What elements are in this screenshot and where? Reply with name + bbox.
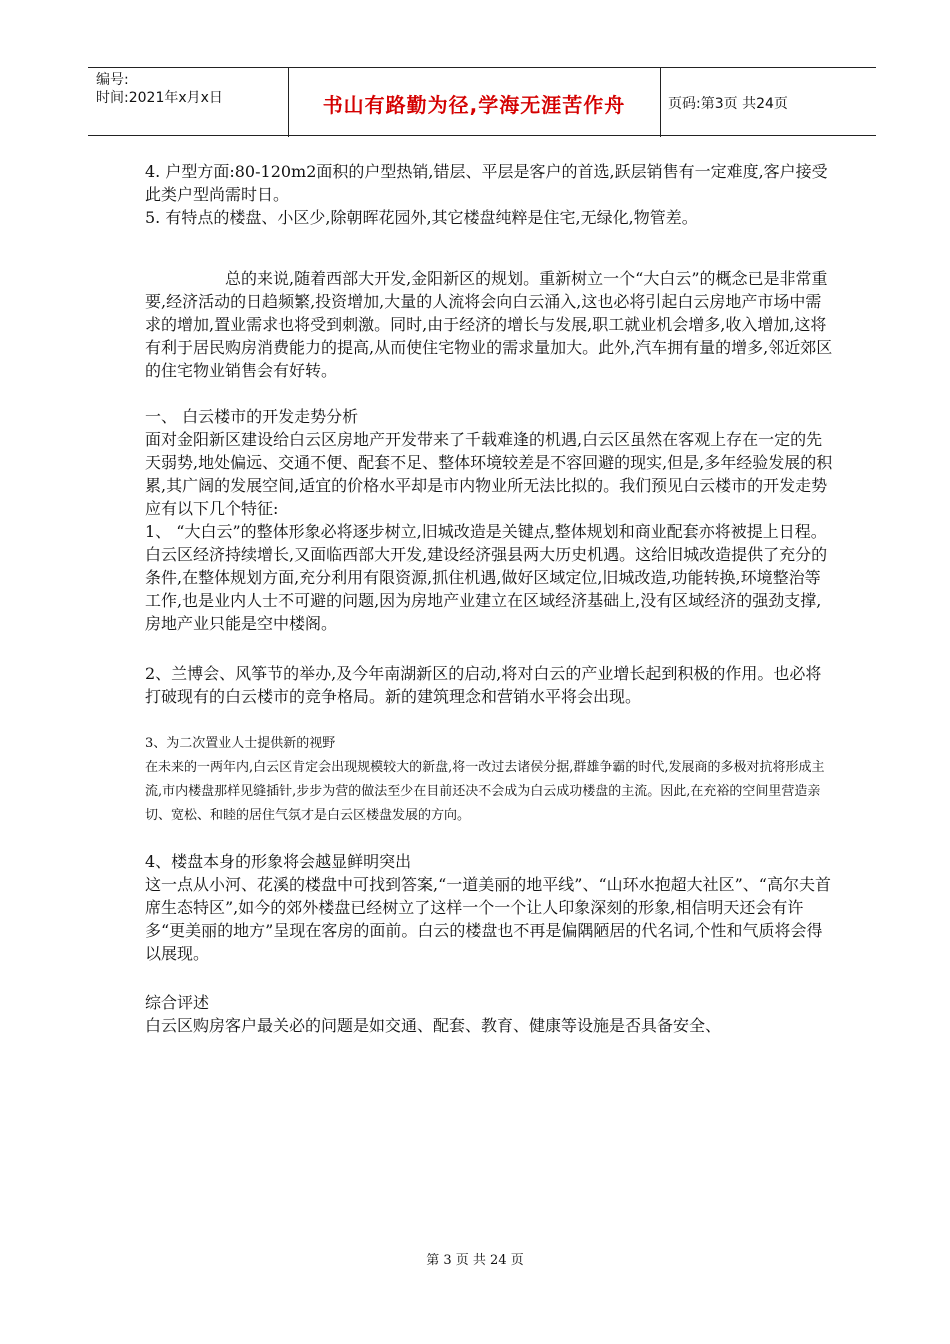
trend-1-body: 白云区经济持续增长,又面临西部大开发,建设经济强县两大历史机遇。这给旧城改造提供了充分的条件,在整体规划方面,充分利用有限资源,抓住机遇,做好区域定位,旧城改造,功能转换,环境整治等工作,也是业内人士不可避的问题,因为房地产业建立在区域经济基础上,没有区域经济的强劲支撑,房地产业只能是空中楼阁。	[145, 545, 828, 633]
page-footer: 第 3 页 共 24 页	[426, 1253, 524, 1268]
review-heading: 综合评述	[145, 993, 210, 1012]
header-meta	[96, 71, 223, 107]
header-motto: 书山有路勤为径,学海无涯苦作舟	[322, 93, 626, 117]
trend-4-heading: 4、楼盘本身的形象将会越显鲜明突出	[145, 852, 412, 871]
document-body	[145, 160, 835, 1037]
document-time: 时间:2021年x月x日	[96, 90, 223, 106]
trend-2: 2、兰博会、风筝节的举办,及今年南湖新区的启动,将对白云的产业增长起到积极的作用。也必将打破现有的白云楼市的竞争格局。新的建筑理念和营销水平将会出现。	[145, 664, 822, 706]
section-intro: 面对金阳新区建设给白云区房地产开发带来了千载难逢的机遇,白云区虽然在客观上存在一定的先天弱势,地处偏远、交通不便、配套不足、整体环境较差是不容回避的现实,但是,多年经验发展的积累,其广阔的发展空间,适宜的价格水平却是市内物业所无法比拟的。我们预见白云楼市的开发走势应有以下几个特征:	[145, 430, 833, 518]
header-bottom-rule	[88, 135, 876, 136]
header-divider-right	[660, 67, 661, 137]
trend-4-body: 这一点从小河、花溪的楼盘中可找到答案,“一道美丽的地平线”、“山环水抱超大社区”、“高尔夫首席生态特区”,如今的郊外楼盘已经树立了这样一个一个让人印象深刻的形象,相信明天还会有许多“更美丽的地方”呈现在客房的面前。白云的楼盘也不再是偏隅陋居的代名词,个性和气质将会得以展现。	[145, 875, 831, 963]
header-top-rule	[88, 67, 876, 68]
document-number: 编号:	[96, 72, 129, 88]
trend-3-heading: 3、为二次置业人士提供新的视野	[145, 736, 336, 751]
trend-1-heading: 1、 “大白云”的整体形象必将逐步树立,旧城改造是关键点,整体规划和商业配套亦将被提上日程。	[145, 522, 827, 541]
page-header	[88, 67, 876, 137]
paragraph-item-5: 5. 有特点的楼盘、小区少,除朝晖花园外,其它楼盘纯粹是住宅,无绿化,物管差。	[145, 208, 698, 227]
trend-3-body: 在未来的一两年内,白云区肯定会出现规模较大的新盘,将一改过去诸侯分据,群雄争霸的时代,发展商的多极对抗将形成主流,市内楼盘那样见缝插针,步步为营的做法至少在目前还决不会成为白云成功楼盘的主流。因此,在充裕的空间里营造亲切、宽松、和睦的居住气氛才是白云区楼盘发展的方向。	[145, 760, 825, 823]
paragraph-item-4: 4. 户型方面:80-120m2面积的户型热销,错层、平层是客户的首选,跃层销售有一定难度,客户接受此类户型尚需时日。	[145, 162, 828, 204]
review-body: 白云区购房客户最关必的问题是如交通、配套、教育、健康等设施是否具备安全、	[145, 1016, 722, 1035]
section-heading: 一、 白云楼市的开发走势分析	[145, 407, 359, 426]
summary-paragraph: 总的来说,随着西部大开发,金阳新区的规划。重新树立一个“大白云”的概念已是非常重要,经济活动的日趋频繁,投资增加,大量的人流将会向白云涌入,这也必将引起白云房地产市场中需求的增加,置业需求也将受到刺激。同时,由于经济的增长与发展,职工就业机会增多,收入增加,这将有利于居民购房消费能力的提高,从而使住宅物业的需求量加大。此外,汽车拥有量的增多,邻近郊区的住宅物业销售会有好转。	[145, 269, 833, 380]
header-page-number: 页码:第3页 共24页	[668, 96, 788, 112]
